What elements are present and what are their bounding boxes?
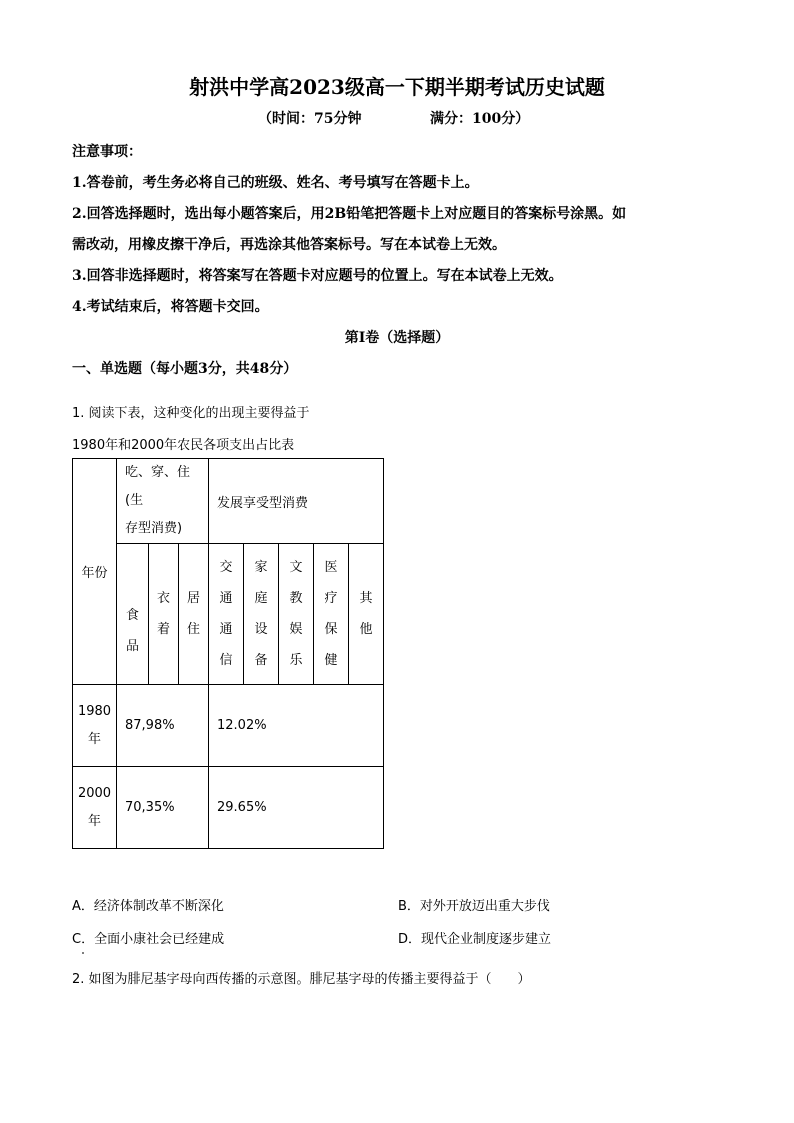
sub-header-clothing [149, 544, 179, 685]
sub-header-education [279, 544, 314, 685]
education-char-4: 乐 [289, 653, 303, 668]
clothing-char-1: 衣 [156, 591, 170, 606]
year-header: 年份 [73, 459, 117, 685]
transport-char-3: 通 [219, 622, 233, 637]
option-d[interactable]: D．现代企业制度逐步建立 [398, 932, 552, 947]
other-char-2: 他 [359, 622, 373, 637]
household-char-3: 设 [254, 622, 268, 637]
sub-header-transport [209, 544, 244, 685]
exam-title: 射洪中学高2023级高一下期半期考试历史试题 [189, 75, 605, 99]
table-caption: 1980年和2000年农民各项支出占比表 [72, 438, 295, 453]
option-b[interactable]: B．对外开放迈出重大步伐 [398, 899, 550, 914]
food-char-2: 品 [125, 639, 139, 654]
note-item-2: 2.回答选择题时，选出每小题答案后，用2B铅笔把答题卡上对应题目的答案标号涂黑。如 [72, 206, 627, 222]
volume-heading: 第Ⅰ卷（选择题） [344, 330, 450, 346]
development-header: 发展享受型消费 [209, 459, 384, 544]
medical-char-4: 健 [324, 653, 338, 668]
household-char-4: 备 [254, 653, 268, 668]
year-number: 2000 [77, 785, 112, 801]
expenditure-table [72, 458, 384, 849]
survival-value: 87,98% [117, 685, 209, 767]
table-row [73, 685, 384, 767]
note-item-1: 1.答卷前，考生务必将自己的班级、姓名、考号填写在答题卡上。 [72, 175, 479, 191]
medical-char-1: 医 [324, 560, 338, 575]
transport-char-1: 交 [219, 560, 233, 575]
food-char-1: 食 [125, 608, 139, 623]
education-char-3: 娱 [289, 622, 303, 637]
exam-score: 满分：100分） [430, 111, 530, 127]
survival-value: 70,35% [117, 767, 209, 849]
note-item-4: 4.考试结束后，将答题卡交回。 [72, 299, 269, 315]
education-char-2: 教 [289, 591, 303, 606]
exam-time: （时间：75分钟 [258, 111, 362, 127]
year-cell [73, 767, 117, 849]
development-value: 12.02% [209, 685, 384, 767]
housing-char-1: 居 [186, 591, 200, 606]
option-c[interactable]: C．全面小康社会已经建成 [72, 932, 225, 947]
sub-header-other [349, 544, 384, 685]
table-row [73, 767, 384, 849]
note-item-2-cont: 需改动，用橡皮擦干净后，再选涂其他答案标号。写在本试卷上无效。 [72, 237, 506, 253]
transport-char-4: 信 [219, 653, 233, 668]
household-char-2: 庭 [254, 591, 268, 606]
clothing-char-2: 着 [156, 622, 170, 637]
question-1-stem: 1. 阅读下表，这种变化的出现主要得益于 [72, 406, 310, 421]
medical-char-2: 疗 [324, 591, 338, 606]
option-a[interactable]: A．经济体制改革不断深化 [72, 899, 224, 914]
notes-heading: 注意事项： [72, 144, 142, 160]
question-2-stem: 2. 如图为腓尼基字母向西传播的示意图。腓尼基字母的传播主要得益于（ ） [72, 972, 531, 987]
stray-mark [82, 952, 84, 954]
survival-header [117, 459, 209, 544]
sub-header-food [117, 544, 149, 685]
sub-header-medical [314, 544, 349, 685]
household-char-1: 家 [254, 560, 268, 575]
year-cell [73, 685, 117, 767]
development-value: 29.65% [209, 767, 384, 849]
note-item-3: 3.回答非选择题时，将答案写在答题卡对应题号的位置上。写在本试卷上无效。 [72, 268, 563, 284]
section-heading: 一、单选题（每小题3分，共48分） [72, 361, 298, 377]
transport-char-2: 通 [219, 591, 233, 606]
year-suffix: 年 [87, 731, 101, 747]
medical-char-3: 保 [324, 622, 338, 637]
sub-header-housing [179, 544, 209, 685]
education-char-1: 文 [289, 560, 303, 575]
survival-header-line1: 吃、穿、住(生 [125, 465, 191, 508]
year-number: 1980 [77, 703, 112, 719]
year-suffix: 年 [87, 813, 101, 829]
housing-char-2: 住 [186, 622, 200, 637]
sub-header-household [244, 544, 279, 685]
survival-header-line2: 存型消费) [125, 521, 183, 536]
other-char-1: 其 [359, 591, 373, 606]
